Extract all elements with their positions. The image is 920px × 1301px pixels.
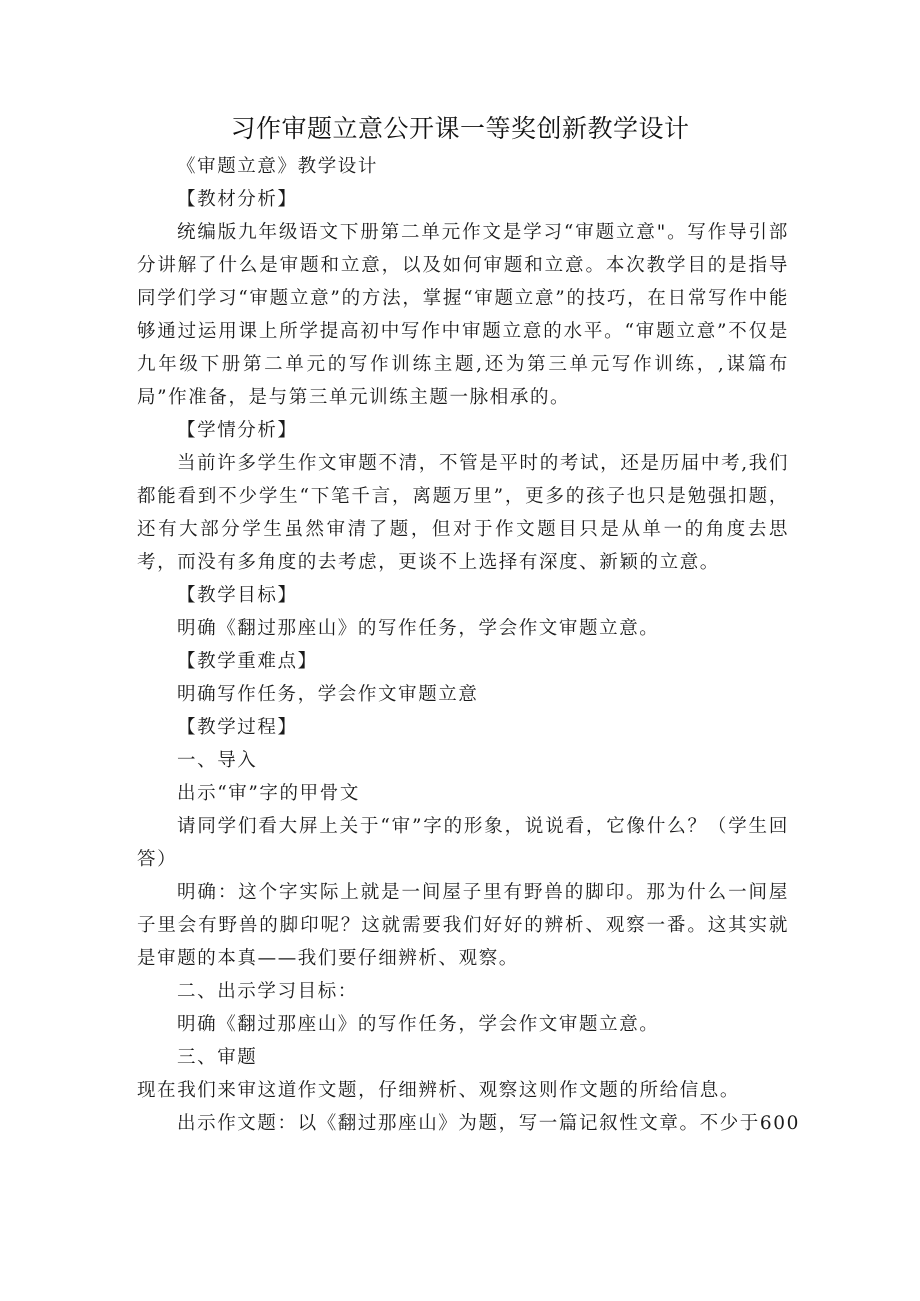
paragraph-examine-line1: 现在我们来审这道作文题，仔细辨析、观察这则作文题的所给信息。 (137, 1080, 741, 1101)
paragraph-learner-analysis: 当前许多学生作文审题不清，不管是平时的考试，还是历届中考,我们都能看到不少学生“下笔千言，离题万里”，更多的孩子也只是勉强扣题，还有大部分学生虽然审清了题，但对于作文题目只是从单一的角度去思考，而没有多角度的去考虑，更谈不上选择有深度、新颖的立意。 (137, 453, 789, 573)
paragraph-intro-line2: 请同学们看大屏上关于“审”字的形象，说说看，它像什么？（学生回答） (137, 816, 789, 870)
document-title: 习作审题立意公开课一等奖创新教学设计 (230, 114, 690, 143)
section-heading-goal: 【教学目标】 (177, 585, 298, 606)
section-heading-key-points: 【教学重难点】 (177, 651, 318, 672)
step-heading-intro: 一、导入 (177, 750, 258, 771)
section-heading-material: 【教材分析】 (177, 189, 298, 210)
paragraph-key-points: 明确写作任务，学会作文审题立意 (177, 684, 479, 705)
document-subtitle: 《审题立意》教学设计 (177, 156, 379, 177)
step-heading-learning-goals: 二、出示学习目标： (177, 981, 358, 1002)
paragraph-learning-goals: 明确《翻过那座山》的写作任务，学会作文审题立意。 (177, 1014, 660, 1035)
paragraph-intro-line3: 明确：这个字实际上就是一间屋子里有野兽的脚印。那为什么一间屋子里会有野兽的脚印呢？这就需要我们好好的辨析、观察一番。这其实就是审题的本真——我们要仔细辨析、观察。 (137, 882, 789, 969)
paragraph-examine-line2: 出示作文题：以《翻过那座山》为题，写一篇记叙性文章。不少于600 (177, 1113, 801, 1134)
section-heading-process: 【教学过程】 (177, 717, 298, 738)
paragraph-intro-line1: 出示“审”字的甲骨文 (177, 783, 360, 804)
section-heading-learner: 【学情分析】 (177, 420, 298, 441)
document-body (137, 150, 801, 1140)
paragraph-teaching-goal: 明确《翻过那座山》的写作任务，学会作文审题立意。 (177, 618, 660, 639)
paragraph-material-analysis: 统编版九年级语文下册第二单元作文是学习“审题立意"。写作导引部分讲解了什么是审题和立意，以及如何审题和立意。本次教学目的是指导同学们学习“审题立意”的方法，掌握“审题立意”的技巧，在日常写作中能够通过运用课上所学提高初中写作中审题立意的水平。“审题立意”不仅是九年级下册第二单元的写作训练主题,还为第三单元写作训练，,谋篇布局”作准备，是与第三单元训练主题一脉相承的。 (137, 222, 789, 408)
step-heading-examine: 三、审题 (177, 1047, 258, 1068)
